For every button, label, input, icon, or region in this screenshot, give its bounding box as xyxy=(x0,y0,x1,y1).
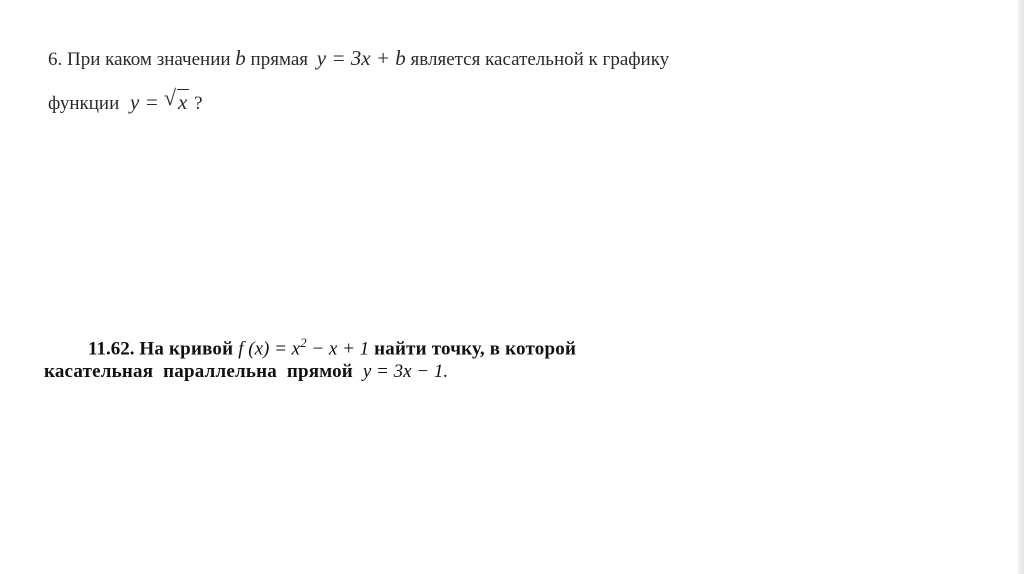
problem-11-62-text-a: На кривой xyxy=(134,338,239,360)
parallel-line-equation: y = 3x − 1. xyxy=(362,361,449,382)
sqrt-expression xyxy=(164,85,189,116)
sqrt-radicand: x xyxy=(178,90,188,114)
problem-6-func-lhs: y = xyxy=(130,90,164,114)
problem-6-text-mid: прямая xyxy=(245,49,313,70)
curve-exponent: 2 xyxy=(300,335,307,350)
slide-right-edge xyxy=(1018,0,1024,574)
problem-6-line-1 xyxy=(48,46,669,72)
problem-11-62-line-2 xyxy=(44,359,448,385)
problem-11-62-line-1 xyxy=(88,330,576,362)
problem-6-question-mark: ? xyxy=(189,93,203,114)
problem-6-text-function: функции xyxy=(48,93,124,114)
problem-11-62-text-c: касательная параллельна прямой xyxy=(44,361,363,382)
curve-function-lhs: f (x) = x xyxy=(238,338,301,360)
problem-6-param: b xyxy=(235,46,246,70)
curve-function-rhs: − x + 1 xyxy=(306,338,370,360)
problem-6-text-suffix: является касательной к графику xyxy=(405,49,670,70)
radical-sign-icon: √ xyxy=(164,85,177,110)
problem-6-text-prefix: 6. При каком значении xyxy=(48,49,236,70)
problem-number: 11.62. xyxy=(88,338,135,360)
problem-11-62-text-b: найти точку, в которой xyxy=(369,338,577,360)
problem-6-line-equation: y = 3x + b xyxy=(316,46,406,70)
problem-6-line-2 xyxy=(48,85,203,116)
